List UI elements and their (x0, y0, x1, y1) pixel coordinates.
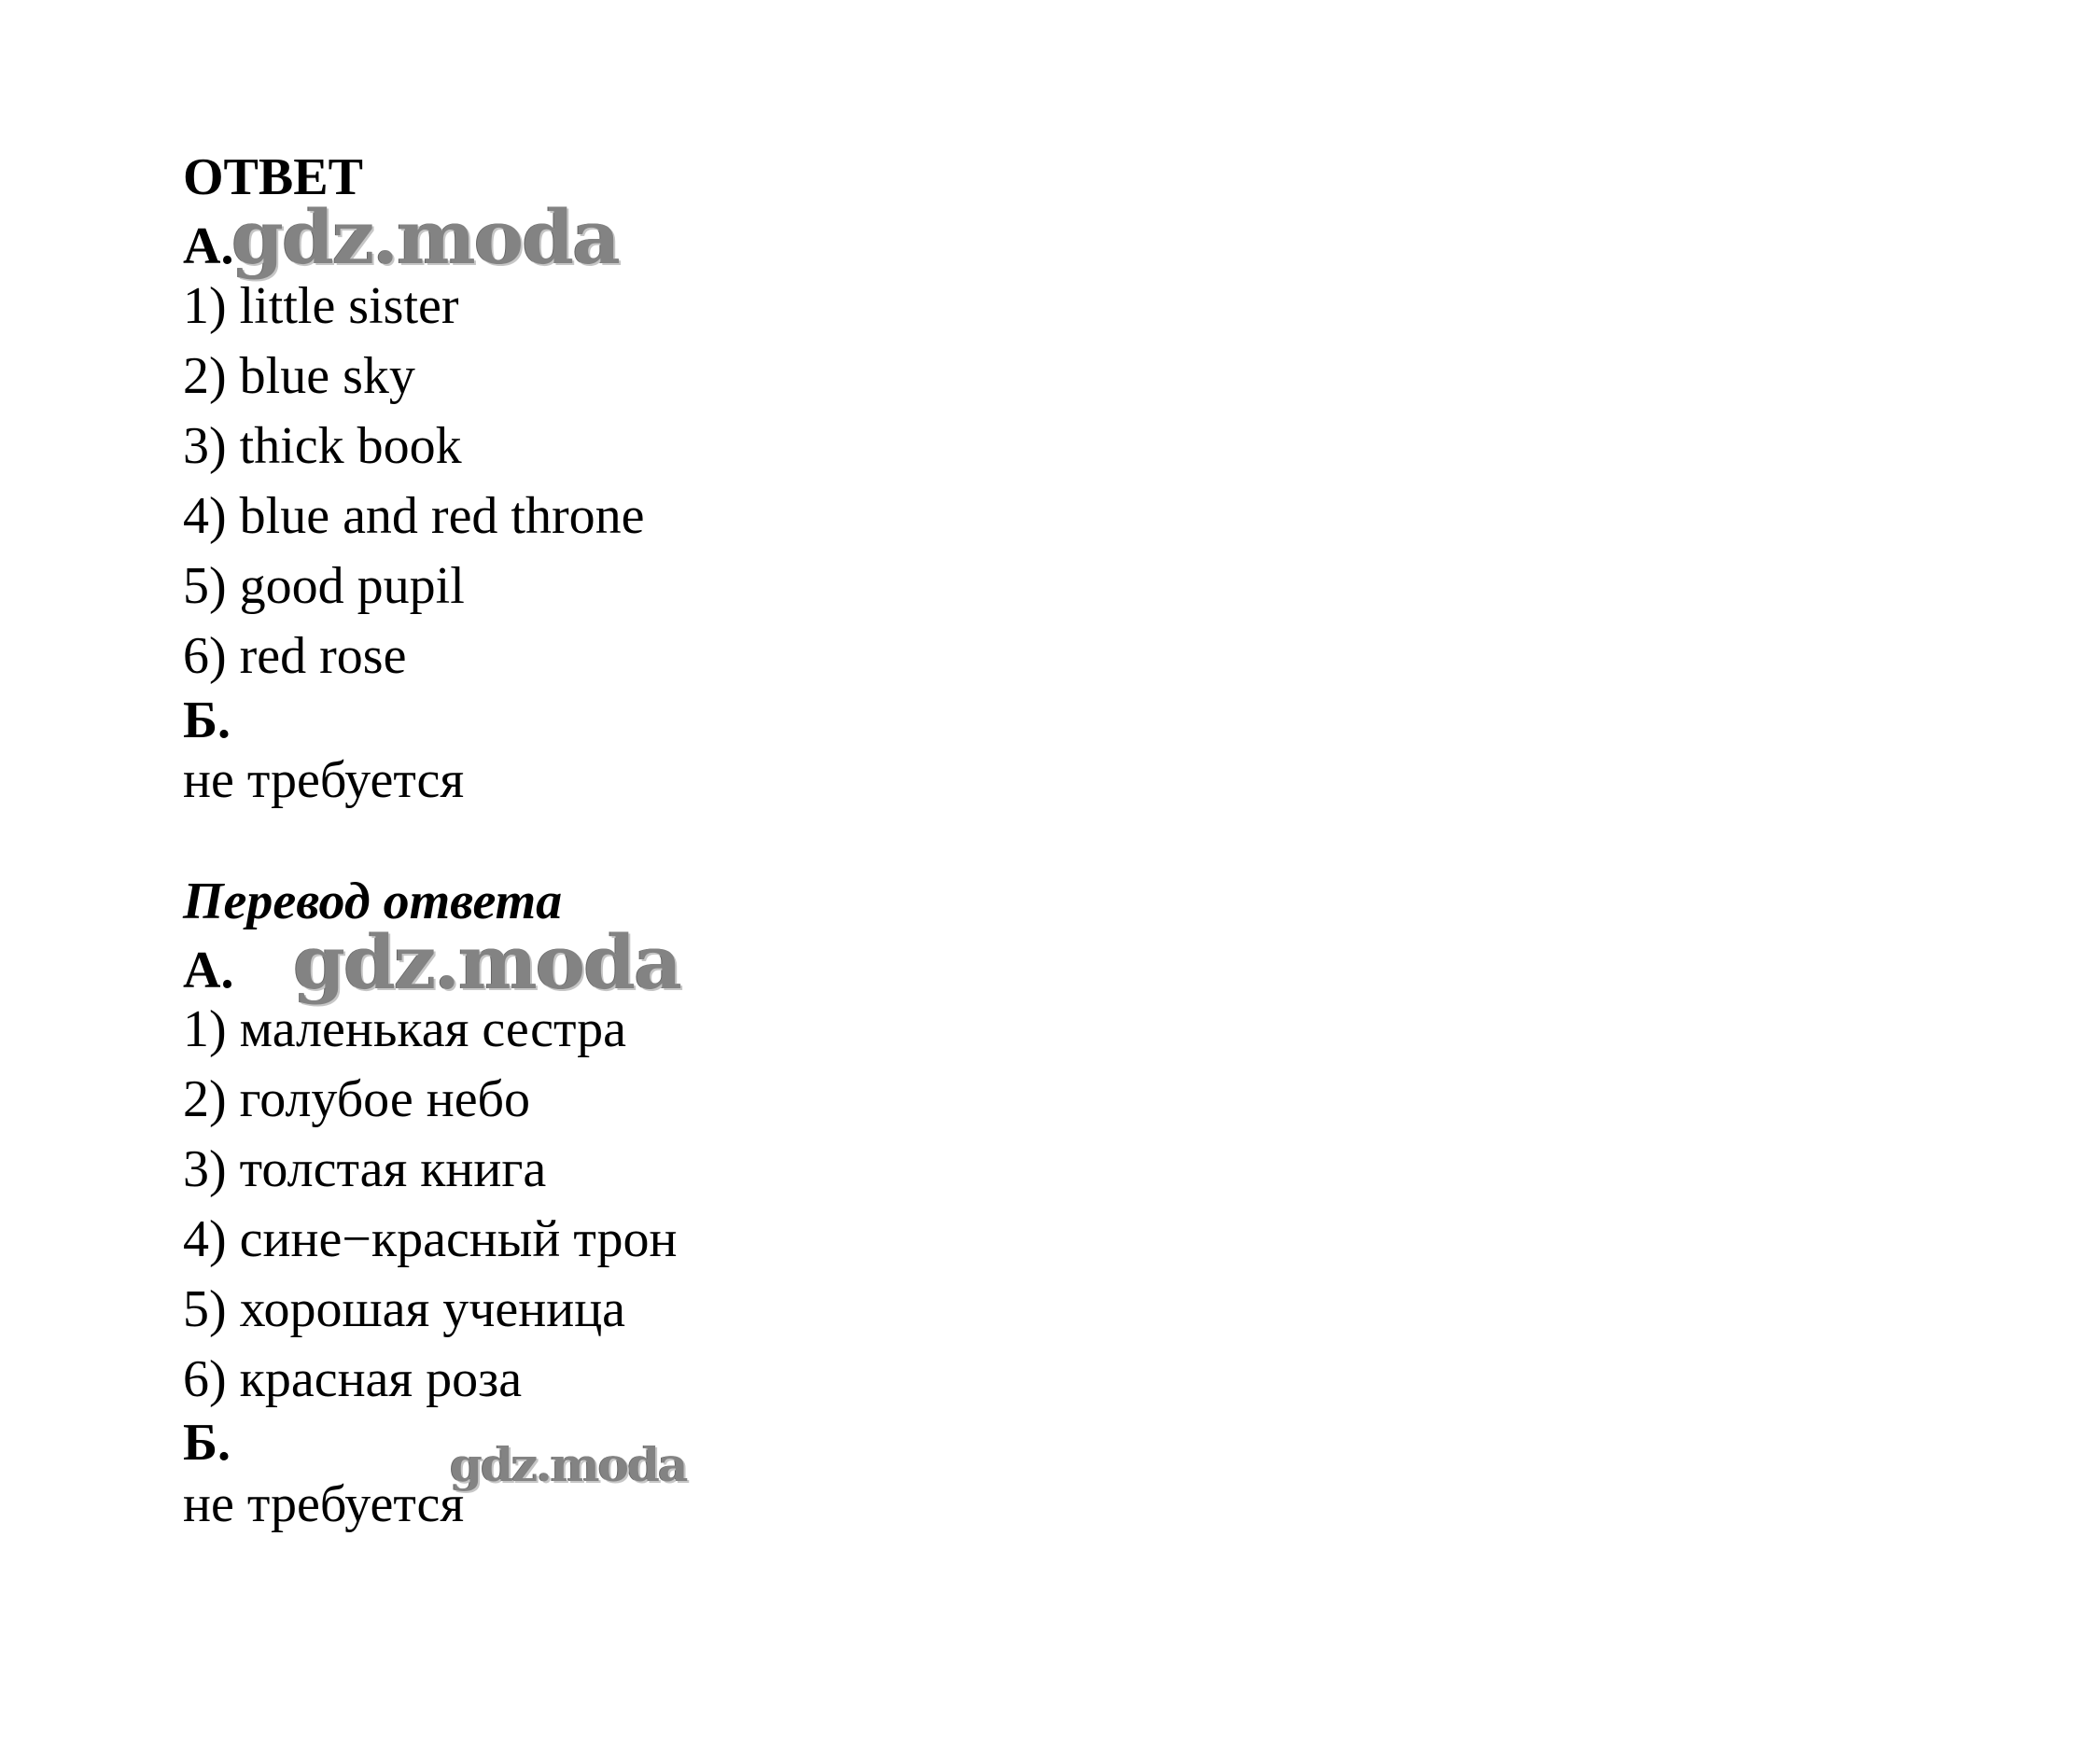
answer-section-a-label: А. (183, 217, 234, 275)
watermark-logo: gdz.moda (293, 918, 680, 1006)
translation-section-b-label: Б. (183, 1414, 231, 1472)
translation-item-2: 2) голубое небо (183, 1070, 531, 1128)
translation-item-5: 5) хорошая ученица (183, 1280, 626, 1338)
answer-heading: ОТВЕТ (183, 148, 363, 206)
answer-item-4: 4) blue and red throne (183, 487, 645, 545)
translation-item-4: 4) сине−красный трон (183, 1210, 678, 1268)
translation-item-3: 3) толстая книга (183, 1140, 547, 1198)
answer-item-5: 5) good pupil (183, 557, 465, 615)
translation-section-a-label: А. (183, 942, 234, 999)
watermark-logo: gdz.moda (231, 193, 619, 281)
answer-item-2: 2) blue sky (183, 347, 415, 405)
answer-section-b-text: не требуется (183, 751, 465, 809)
answer-section-b-label: Б. (183, 691, 231, 749)
translation-item-1: 1) маленькая сестра (183, 1000, 626, 1058)
answer-item-6: 6) red rose (183, 627, 407, 685)
answer-item-3: 3) thick book (183, 417, 462, 475)
translation-item-6: 6) красная роза (183, 1350, 523, 1408)
answer-item-1: 1) little sister (183, 277, 459, 335)
translation-section-b-text: не требуется (183, 1475, 465, 1533)
translation-heading: Перевод ответа (183, 873, 563, 930)
watermark-logo: gdz.moda (450, 1437, 687, 1492)
